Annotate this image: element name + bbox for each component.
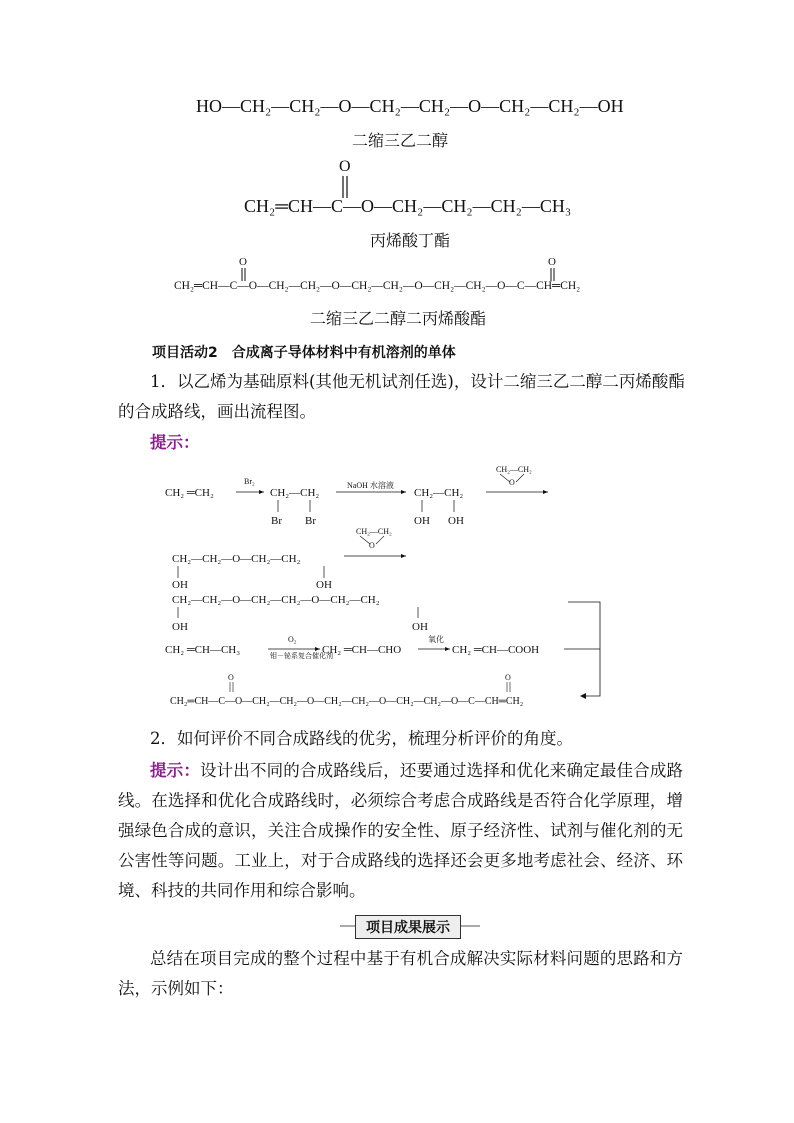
scheme-ethene: CH₂ ═CH₂	[165, 487, 214, 499]
scheme-diethylene-glycol: CH₂—CH₂—O—CH₂—CH₂	[172, 553, 301, 565]
scheme-glycol: CH₂—CH₂	[414, 487, 464, 499]
question-1-line2: 的合成路线，画出流程图。	[118, 402, 316, 421]
answer-2	[118, 756, 683, 906]
activity-title: 项目活动2 合成离子导体材料中有机溶剂的单体	[152, 345, 456, 361]
scheme-naoh: NaOH 水溶液	[347, 481, 394, 490]
scheme-r3-oh-a: OH	[172, 621, 188, 633]
scheme-epoxide-2: CH₂—CH₂	[356, 527, 392, 536]
carbonyl-double-bond	[340, 176, 350, 198]
scheme-r2-oh-a: OH	[172, 579, 188, 591]
scheme-o2: O₂	[288, 635, 297, 644]
butyl-acrylate-formula: CH₂═CH—C—O—CH₂—CH₂—CH₂—CH₃	[244, 196, 572, 216]
scheme-epoxide-1-o: O	[509, 478, 515, 487]
question-1-line1: 1．以乙烯为基础原料(其他无机试剂任选)，设计二缩三乙二醇二丙烯酸酯	[150, 372, 685, 391]
tegda-o-right: O	[548, 256, 556, 268]
scheme-dibromoethane: CH₂—CH₂	[270, 487, 320, 499]
scheme-acrolein: CH₂ ═CH—CHO	[322, 644, 402, 656]
scheme-epoxide-2-o: O	[369, 541, 375, 550]
results-paragraph: 总结在项目完成的整个过程中基于有机合成解决实际材料问题的思路和方法，示例如下：	[118, 949, 683, 998]
scheme-r2-oh-b: OH	[316, 579, 332, 591]
scheme-catalyst: 钼－铋系复合催化剂	[270, 652, 333, 660]
scheme-br-a: Br	[271, 515, 282, 527]
scheme-propene: CH₂ ═CH—CH₃	[165, 644, 241, 656]
scheme-r5-o-a: O	[228, 673, 234, 682]
scheme-oh-a: OH	[414, 515, 430, 527]
scheme-br2: Br₂	[244, 477, 255, 486]
scheme-acrylic-acid: CH₂ ═CH—COOH	[452, 644, 540, 656]
scheme-r3-oh-b: OH	[412, 621, 428, 633]
arrow-1-head	[259, 490, 264, 494]
scheme-br-b: Br	[305, 515, 316, 527]
tegda-formula: CH₂═CH—C—O—CH₂—CH₂—O—CH₂—CH₂—O—CH₂—CH₂—O—C—CH═CH₂	[174, 280, 581, 292]
scheme-epoxide-1: CH₂—CH₂	[496, 465, 532, 474]
teg-name: 二缩三乙二醇	[352, 131, 449, 150]
scheme-r5-o-b: O	[505, 673, 511, 682]
question-2: 2．如何评价不同合成路线的优劣，梳理分析评价的角度。	[150, 729, 573, 748]
butyl-acrylate-carbonyl-o: O	[339, 158, 351, 175]
answer-2-hint: 提示：	[150, 761, 200, 780]
results-badge: 项目成果展示	[355, 915, 461, 939]
scheme-product: CH₂═CH—C—O—CH₂—CH₂—O—CH₂—CH₂—O—CH₂—CH₂—O—C—CH═CH₂	[170, 696, 524, 707]
scheme-oh-b: OH	[448, 515, 464, 527]
answer-2-text: 设计出不同的合成路线后，还要通过选择和优化来确定最佳合成路线。在选择和优化合成路线时，必须综合考虑合成路线是否符合化学原理，增强绿色合成的意识，关注合成操作的安全性、原子经济性、试剂与催化剂的无公害性等问题。工业上，对于合成路线的选择还会更多地考虑社会、经济、环境、科技的共同作用和综合影响。	[118, 761, 684, 900]
scheme-triethylene-glycol: CH₂—CH₂—O—CH₂—CH₂—O—CH₂—CH₂	[172, 594, 380, 606]
butyl-acrylate-name: 丙烯酸丁酯	[370, 231, 451, 250]
tegda-o-left: O	[239, 256, 247, 268]
scheme-oxidation: 氧化	[428, 635, 444, 644]
teg-formula: HO—CH₂—CH₂—O—CH₂—CH₂—O—CH₂—CH₂—OH	[196, 96, 624, 116]
synthesis-scheme	[160, 460, 620, 720]
hint-label: 提示：	[150, 433, 200, 452]
tegda-name: 二缩三乙二醇二丙烯酸酯	[310, 309, 487, 328]
